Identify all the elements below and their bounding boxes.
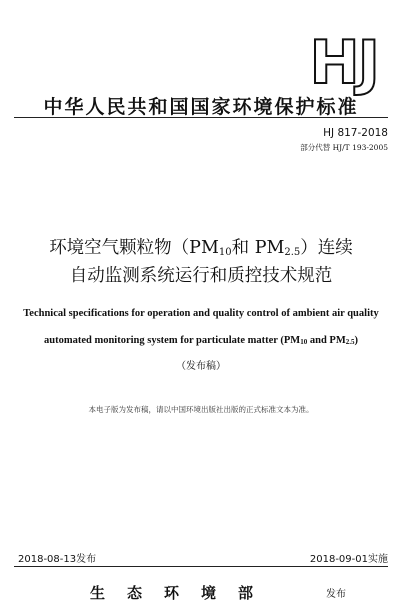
issuing-authority: 生态环境部 <box>90 584 276 602</box>
issue-date: 2018-08-13发布 <box>18 554 97 565</box>
title-zh-line2: 自动监测系统运行和质控技术规范 <box>69 266 333 286</box>
title-en-part: and PM <box>307 335 346 346</box>
top-divider <box>14 117 388 118</box>
bottom-divider <box>14 566 388 567</box>
title-en-part: automated monitoring system for particulate matter (PM <box>44 335 301 346</box>
implementation-date: 2018-09-01实施 <box>309 554 388 565</box>
title-zh-part: ）连续 <box>300 238 353 258</box>
title-zh-part: 和 PM <box>231 238 285 258</box>
title-zh-line1 <box>0 234 402 259</box>
subscript: 2.5 <box>284 247 301 258</box>
hj-logo: HJ <box>309 28 378 98</box>
title-zh-part: 环境空气颗粒物（PM <box>49 238 219 258</box>
subscript: 10 <box>300 338 308 346</box>
standard-number: HJ 817-2018 <box>323 127 388 139</box>
replaces-note: 部分代替 HJ/T 193-2005 <box>300 143 388 152</box>
title-en-line2 <box>0 335 402 346</box>
subscript: 10 <box>218 247 232 258</box>
electronic-version-notice: 本电子版为发布稿，请以中国环境出版社出版的正式标准文本为准。 <box>88 405 314 414</box>
title-en-part: ) <box>354 335 358 346</box>
draft-label: （发布稿） <box>176 361 226 372</box>
subscript: 2.5 <box>345 338 355 346</box>
national-standard-heading: 中华人民共和国国家环境保护标准 <box>43 96 359 118</box>
issue-word: 发布 <box>326 589 346 600</box>
title-en-line1: Technical specifications for operation and quality control of ambient air quality <box>23 308 379 319</box>
